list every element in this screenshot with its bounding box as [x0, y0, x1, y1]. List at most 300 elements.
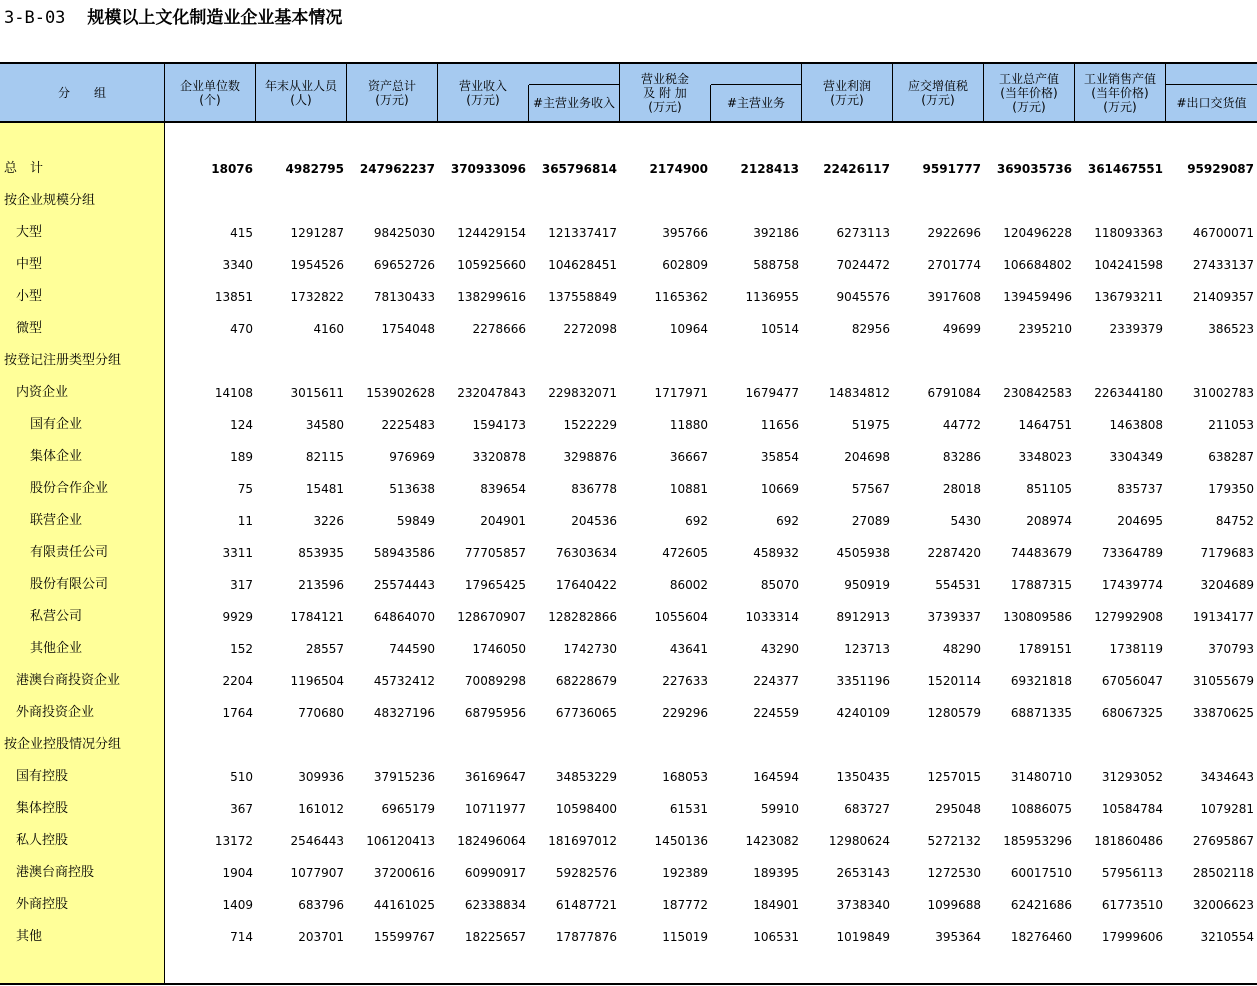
cell-export: 370793 [1208, 642, 1254, 656]
row-label: 国有企业 [30, 417, 83, 432]
cell-assets: 69652726 [373, 258, 435, 272]
cell-units: 18076 [211, 162, 253, 176]
cell-revenue-main: 1742730 [563, 642, 617, 656]
cell-tax-main: 10514 [760, 322, 799, 336]
cell-tax-main: 1423082 [745, 834, 799, 848]
cell-tax: 602809 [662, 258, 708, 272]
cell-units: 13172 [214, 834, 253, 848]
cell-sales: 361467551 [1087, 162, 1163, 176]
cell-units: 510 [230, 770, 253, 784]
cell-assets: 25574443 [373, 578, 435, 592]
header-revenue: 营业收入 (万元) [458, 78, 507, 107]
cell-profit: 3738340 [836, 898, 890, 912]
cell-revenue-main: 67736065 [555, 706, 617, 720]
table-row-section [0, 185, 1257, 217]
cell-output: 1789151 [1018, 642, 1072, 656]
cell-output: 139459496 [1003, 290, 1072, 304]
cell-units: 9929 [222, 610, 253, 624]
table-row [0, 505, 1257, 537]
cell-revenue: 232047843 [457, 386, 526, 400]
cell-revenue-main: 68228679 [555, 674, 617, 688]
header-output: 工业总产值 (当年价格) (万元) [998, 71, 1059, 114]
header-divider [164, 64, 165, 121]
cell-assets: 2225483 [381, 418, 435, 432]
cell-profit: 27089 [851, 514, 890, 528]
cell-revenue: 2278666 [472, 322, 526, 336]
cell-export: 3434643 [1200, 770, 1254, 784]
cell-tax-main: 164594 [753, 770, 799, 784]
cell-assets: 6965179 [381, 802, 435, 816]
cell-units: 14108 [214, 386, 253, 400]
header-divider [1074, 64, 1075, 121]
cell-units: 13851 [214, 290, 253, 304]
cell-export: 27433137 [1192, 258, 1254, 272]
table-row [0, 313, 1257, 345]
cell-assets: 153902628 [366, 386, 435, 400]
cell-output: 120496228 [1003, 226, 1072, 240]
cell-sales: 3304349 [1109, 450, 1163, 464]
cell-output: 10886075 [1010, 802, 1072, 816]
cell-sales: 181860486 [1094, 834, 1163, 848]
cell-employees: 770680 [298, 706, 344, 720]
cell-revenue: 18225657 [464, 930, 526, 944]
cell-vat: 295048 [935, 802, 981, 816]
header-profit: 营业利润 (万元) [822, 78, 871, 107]
header-divider [528, 85, 529, 121]
cell-tax: 229296 [662, 706, 708, 720]
cell-sales: 57956113 [1101, 866, 1163, 880]
cell-sales: 17999606 [1101, 930, 1163, 944]
cell-revenue-main: 365796814 [541, 162, 617, 176]
cell-profit: 14834812 [828, 386, 890, 400]
table-row [0, 537, 1257, 569]
cell-sales: 136793211 [1094, 290, 1163, 304]
table-row [0, 633, 1257, 665]
cell-employees: 1732822 [290, 290, 344, 304]
cell-tax: 227633 [662, 674, 708, 688]
table-row [0, 409, 1257, 441]
cell-export: 95929087 [1187, 162, 1254, 176]
cell-employees: 309936 [298, 770, 344, 784]
cell-profit: 123713 [844, 642, 890, 656]
cell-revenue-main: 61487721 [555, 898, 617, 912]
cell-revenue: 105925660 [457, 258, 526, 272]
row-label: 内资企业 [16, 385, 69, 400]
cell-sales: 31293052 [1101, 770, 1163, 784]
header-bottom-rule [0, 121, 1257, 123]
table-row [0, 825, 1257, 857]
table-row [0, 281, 1257, 313]
cell-tax: 1055604 [654, 610, 708, 624]
cell-export: 28502118 [1192, 866, 1254, 880]
table-row [0, 697, 1257, 729]
cell-export: 32006623 [1192, 898, 1254, 912]
cell-tax: 472605 [662, 546, 708, 560]
cell-tax-main: 224559 [753, 706, 799, 720]
cell-assets: 513638 [389, 482, 435, 496]
cell-tax: 187772 [662, 898, 708, 912]
cell-tax-main: 1033314 [745, 610, 799, 624]
cell-tax: 61531 [669, 802, 708, 816]
cell-assets: 976969 [389, 450, 435, 464]
cell-profit: 51975 [851, 418, 890, 432]
cell-assets: 15599767 [373, 930, 435, 944]
cell-sales: 226344180 [1094, 386, 1163, 400]
cell-export: 638287 [1208, 450, 1254, 464]
cell-profit: 7024472 [836, 258, 890, 272]
cell-profit: 950919 [844, 578, 890, 592]
row-label: 其他 [16, 929, 43, 944]
cell-revenue: 60990917 [464, 866, 526, 880]
cell-tax: 1165362 [654, 290, 708, 304]
cell-output: 17887315 [1010, 578, 1072, 592]
cell-tax-main: 1136955 [745, 290, 799, 304]
row-label: 中型 [16, 257, 43, 272]
cell-sales: 127992908 [1094, 610, 1163, 624]
cell-units: 75 [237, 482, 253, 496]
cell-revenue-main: 1522229 [563, 418, 617, 432]
cell-assets: 78130433 [373, 290, 435, 304]
cell-employees: 15481 [305, 482, 344, 496]
cell-units: 367 [230, 802, 253, 816]
cell-output: 74483679 [1010, 546, 1072, 560]
cell-revenue-main: 229832071 [548, 386, 617, 400]
table-row [0, 569, 1257, 601]
cell-sales: 1463808 [1109, 418, 1163, 432]
cell-profit: 12980624 [828, 834, 890, 848]
cell-employees: 1196504 [290, 674, 344, 688]
cell-revenue: 17965425 [464, 578, 526, 592]
cell-export: 84752 [1215, 514, 1254, 528]
cell-sales: 2339379 [1109, 322, 1163, 336]
cell-employees: 4982795 [285, 162, 344, 176]
cell-revenue-main: 3298876 [563, 450, 617, 464]
cell-profit: 4240109 [836, 706, 890, 720]
cell-vat: 5272132 [927, 834, 981, 848]
cell-output: 2395210 [1018, 322, 1072, 336]
cell-revenue-main: 59282576 [555, 866, 617, 880]
cell-tax-main: 588758 [753, 258, 799, 272]
cell-output: 18276460 [1010, 930, 1072, 944]
cell-profit: 3351196 [836, 674, 890, 688]
table-code: 3-B-03 [4, 8, 66, 28]
cell-output: 851105 [1026, 482, 1072, 496]
cell-tax: 11880 [669, 418, 708, 432]
cell-revenue: 124429154 [457, 226, 526, 240]
cell-sales: 204695 [1117, 514, 1163, 528]
cell-revenue-main: 836778 [571, 482, 617, 496]
cell-employees: 1954526 [290, 258, 344, 272]
table-row [0, 761, 1257, 793]
table-row [0, 921, 1257, 953]
cell-assets: 37915236 [373, 770, 435, 784]
header-group: 分 组 [57, 85, 106, 100]
table-bottom-rule [0, 983, 1257, 985]
cell-sales: 17439774 [1101, 578, 1163, 592]
header-tax-main: #主营业务 [726, 96, 786, 110]
header-divider [983, 64, 984, 121]
cell-revenue: 1746050 [472, 642, 526, 656]
cell-assets: 98425030 [373, 226, 435, 240]
section-label: 按登记注册类型分组 [4, 353, 122, 368]
cell-revenue: 370933096 [450, 162, 526, 176]
cell-tax-main: 2128413 [740, 162, 799, 176]
cell-vat: 1099688 [927, 898, 981, 912]
header-subline [1166, 84, 1257, 85]
cell-assets: 247962237 [359, 162, 435, 176]
table-row [0, 441, 1257, 473]
cell-revenue-main: 104628451 [548, 258, 617, 272]
cell-profit: 6273113 [836, 226, 890, 240]
cell-output: 130809586 [1003, 610, 1072, 624]
cell-vat: 48290 [942, 642, 981, 656]
row-label: 微型 [16, 321, 43, 336]
row-label: 外商控股 [16, 897, 69, 912]
table-row [0, 217, 1257, 249]
cell-export: 21409357 [1192, 290, 1254, 304]
cell-tax-main: 106531 [753, 930, 799, 944]
cell-tax-main: 189395 [753, 866, 799, 880]
cell-vat: 2922696 [927, 226, 981, 240]
cell-vat: 1520114 [927, 674, 981, 688]
cell-tax: 10964 [669, 322, 708, 336]
cell-profit: 1350435 [836, 770, 890, 784]
cell-output: 208974 [1026, 514, 1072, 528]
table-row [0, 665, 1257, 697]
cell-output: 68871335 [1010, 706, 1072, 720]
cell-profit: 204698 [844, 450, 890, 464]
cell-profit: 1019849 [836, 930, 890, 944]
cell-employees: 2546443 [290, 834, 344, 848]
cell-units: 124 [230, 418, 253, 432]
cell-profit: 82956 [851, 322, 890, 336]
cell-vat: 44772 [942, 418, 981, 432]
cell-revenue-main: 17877876 [555, 930, 617, 944]
cell-employees: 3015611 [290, 386, 344, 400]
cell-export: 3210554 [1200, 930, 1254, 944]
cell-tax: 43641 [669, 642, 708, 656]
cell-revenue-main: 10598400 [555, 802, 617, 816]
section-label: 按企业控股情况分组 [4, 737, 122, 752]
header-divider [437, 64, 438, 121]
header-units: 企业单位数 (个) [179, 78, 240, 107]
cell-employees: 1077907 [290, 866, 344, 880]
cell-employees: 683796 [298, 898, 344, 912]
cell-vat: 49699 [942, 322, 981, 336]
cell-units: 2204 [222, 674, 253, 688]
cell-sales: 835737 [1117, 482, 1163, 496]
cell-profit: 2653143 [836, 866, 890, 880]
cell-export: 31002783 [1192, 386, 1254, 400]
header-subline [529, 84, 619, 85]
cell-vat: 28018 [942, 482, 981, 496]
cell-output: 60017510 [1010, 866, 1072, 880]
cell-revenue: 1594173 [472, 418, 526, 432]
cell-employees: 34580 [305, 418, 344, 432]
cell-assets: 744590 [389, 642, 435, 656]
table-row [0, 249, 1257, 281]
row-label: 股份有限公司 [30, 577, 109, 592]
header-tax: 营业税金 及 附 加 (万元) [640, 71, 689, 114]
cell-assets: 59849 [396, 514, 435, 528]
cell-employees: 28557 [305, 642, 344, 656]
table-row-section [0, 729, 1257, 761]
table-row [0, 857, 1257, 889]
cell-assets: 45732412 [373, 674, 435, 688]
cell-tax-main: 692 [776, 514, 799, 528]
cell-units: 1904 [222, 866, 253, 880]
section-label: 按企业规模分组 [4, 193, 96, 208]
cell-tax: 2174900 [649, 162, 708, 176]
cell-vat: 83286 [942, 450, 981, 464]
cell-units: 3340 [222, 258, 253, 272]
table-row [0, 601, 1257, 633]
cell-revenue-main: 34853229 [555, 770, 617, 784]
cell-revenue-main: 121337417 [548, 226, 617, 240]
cell-tax-main: 11656 [760, 418, 799, 432]
cell-assets: 106120413 [366, 834, 435, 848]
header-revenue-main: #主营业务收入 [532, 96, 616, 110]
cell-profit: 9045576 [836, 290, 890, 304]
cell-tax: 192389 [662, 866, 708, 880]
cell-employees: 82115 [305, 450, 344, 464]
table-row [0, 793, 1257, 825]
cell-vat: 9591777 [922, 162, 981, 176]
cell-assets: 48327196 [373, 706, 435, 720]
cell-output: 1464751 [1018, 418, 1072, 432]
cell-assets: 1754048 [381, 322, 435, 336]
row-label: 集体控股 [16, 801, 69, 816]
cell-tax: 115019 [662, 930, 708, 944]
cell-revenue: 182496064 [457, 834, 526, 848]
cell-output: 69321818 [1010, 674, 1072, 688]
cell-output: 62421686 [1010, 898, 1072, 912]
cell-vat: 5430 [950, 514, 981, 528]
cell-export: 3204689 [1200, 578, 1254, 592]
cell-tax-main: 184901 [753, 898, 799, 912]
cell-tax: 10881 [669, 482, 708, 496]
cell-revenue: 128670907 [457, 610, 526, 624]
cell-units: 189 [230, 450, 253, 464]
cell-units: 415 [230, 226, 253, 240]
cell-output: 106684802 [1003, 258, 1072, 272]
row-label: 集体企业 [30, 449, 83, 464]
cell-export: 46700071 [1192, 226, 1254, 240]
cell-profit: 8912913 [836, 610, 890, 624]
table-title [4, 6, 342, 30]
cell-revenue-main: 181697012 [548, 834, 617, 848]
header-divider [619, 64, 620, 121]
cell-units: 3311 [222, 546, 253, 560]
cell-units: 470 [230, 322, 253, 336]
header-divider [255, 64, 256, 121]
header-divider [346, 64, 347, 121]
header-sales: 工业销售产值 (当年价格) (万元) [1083, 71, 1156, 114]
cell-sales: 73364789 [1101, 546, 1163, 560]
row-label: 股份合作企业 [30, 481, 109, 496]
table-row-section [0, 345, 1257, 377]
table-row [0, 377, 1257, 409]
cell-sales: 1738119 [1109, 642, 1163, 656]
cell-output: 185953296 [1003, 834, 1072, 848]
header-vat: 应交增值税 (万元) [907, 78, 968, 107]
cell-export: 31055679 [1192, 674, 1254, 688]
cell-sales: 104241598 [1094, 258, 1163, 272]
cell-units: 11 [237, 514, 253, 528]
row-label: 私营公司 [30, 609, 83, 624]
cell-tax: 1450136 [654, 834, 708, 848]
cell-units: 152 [230, 642, 253, 656]
cell-sales: 118093363 [1094, 226, 1163, 240]
cell-vat: 1257015 [927, 770, 981, 784]
cell-export: 7179683 [1200, 546, 1254, 560]
cell-sales: 68067325 [1101, 706, 1163, 720]
cell-revenue-main: 128282866 [548, 610, 617, 624]
row-label: 联营企业 [30, 513, 83, 528]
cell-profit: 4505938 [836, 546, 890, 560]
header-assets: 资产总计 (万元) [367, 78, 416, 107]
cell-sales: 67056047 [1101, 674, 1163, 688]
cell-vat: 2287420 [927, 546, 981, 560]
cell-units: 714 [230, 930, 253, 944]
cell-output: 31480710 [1010, 770, 1072, 784]
row-label: 其他企业 [30, 641, 83, 656]
header-divider [892, 64, 893, 121]
cell-revenue: 10711977 [464, 802, 526, 816]
table-row [0, 473, 1257, 505]
cell-output: 3348023 [1018, 450, 1072, 464]
cell-revenue-main: 76303634 [555, 546, 617, 560]
cell-tax: 692 [685, 514, 708, 528]
cell-revenue-main: 2272098 [563, 322, 617, 336]
header-subline [711, 84, 801, 85]
header-divider [1165, 64, 1166, 121]
cell-vat: 3917608 [927, 290, 981, 304]
header-divider [801, 64, 802, 121]
cell-tax-main: 458932 [753, 546, 799, 560]
table-row-total [0, 153, 1257, 185]
cell-export: 1079281 [1200, 802, 1254, 816]
cell-vat: 3739337 [927, 610, 981, 624]
cell-tax: 86002 [669, 578, 708, 592]
cell-tax-main: 10669 [760, 482, 799, 496]
cell-assets: 58943586 [373, 546, 435, 560]
cell-revenue: 839654 [480, 482, 526, 496]
cell-employees: 161012 [298, 802, 344, 816]
cell-profit: 683727 [844, 802, 890, 816]
cell-vat: 554531 [935, 578, 981, 592]
row-label: 港澳台商投资企业 [16, 673, 121, 688]
cell-units: 1409 [222, 898, 253, 912]
cell-vat: 395364 [935, 930, 981, 944]
header-divider [710, 85, 711, 121]
row-label: 国有控股 [16, 769, 69, 784]
cell-profit: 22426117 [823, 162, 890, 176]
cell-tax: 168053 [662, 770, 708, 784]
cell-units: 317 [230, 578, 253, 592]
cell-tax-main: 1679477 [745, 386, 799, 400]
cell-tax: 395766 [662, 226, 708, 240]
cell-revenue: 62338834 [464, 898, 526, 912]
cell-revenue: 3320878 [472, 450, 526, 464]
cell-export: 386523 [1208, 322, 1254, 336]
row-label: 大型 [16, 225, 43, 240]
cell-vat: 1280579 [927, 706, 981, 720]
cell-output: 369035736 [996, 162, 1072, 176]
cell-tax-main: 85070 [760, 578, 799, 592]
table-title-text: 规模以上文化制造业企业基本情况 [87, 8, 343, 28]
cell-revenue-main: 137558849 [548, 290, 617, 304]
